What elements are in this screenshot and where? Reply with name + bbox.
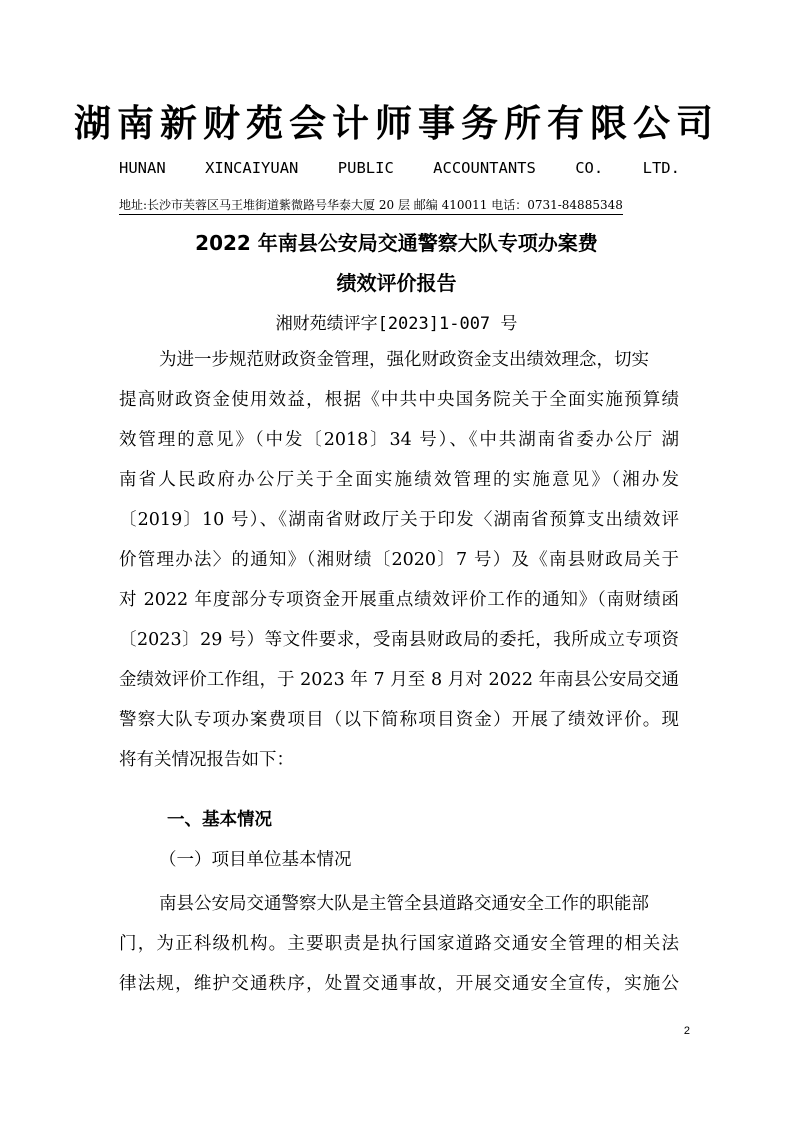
firm-name-en-word: LTD. — [642, 159, 680, 177]
paragraph-line: 律法规，维护交通秩序，处置交通事故，开展交通安全宣传，实施公 — [119, 974, 679, 994]
firm-name-cn: 湖南新财苑会计师事务所有限公司 — [74, 102, 719, 145]
firm-name-en-word: ACCOUNTANTS — [433, 159, 536, 177]
paragraph-line: 〔2019〕10 号）、《湖南省财政厅关于印发〈湖南省预算支出绩效评 — [119, 510, 679, 530]
page-number: 2 — [683, 1025, 690, 1037]
paragraph-line: 〔2023〕29 号）等文件要求，受南县财政局的委托，我所成立专项资 — [119, 630, 679, 650]
paragraph-line: 金绩效评价工作组，于 2023 年 7 月至 8 月对 2022 年南县公安局交通 — [119, 670, 679, 690]
paragraph-line: 南省人民政府办公厅关于全面实施绩效管理的实施意见》（湘办发 — [119, 470, 679, 490]
paragraph-line: 警察大队专项办案费项目（以下简称项目资金）开展了绩效评价。现 — [119, 710, 679, 730]
document-number: 湘财苑绩评字[2023]1-007 号 — [275, 314, 518, 334]
firm-name-en-word: HUNAN — [119, 159, 166, 177]
subsection-heading: （一）项目单位基本情况 — [159, 850, 352, 870]
paragraph-line: 价管理办法〉的通知》（湘财绩〔2020〕7 号）及《南县财政局关于 — [119, 550, 679, 570]
paragraph-line: 对 2022 年度部分专项资金开展重点绩效评价工作的通知》（南财绩函 — [119, 590, 679, 610]
section-heading: 一、基本情况 — [167, 810, 272, 830]
firm-name-en-word: CO. — [575, 159, 604, 177]
paragraph-line: 将有关情况报告如下： — [119, 750, 294, 770]
report-title-line-2: 绩效评价报告 — [336, 271, 457, 295]
firm-name-en — [119, 157, 680, 179]
paragraph-line: 提高财政资金使用效益，根据《中共中央国务院关于全面实施预算绩 — [119, 390, 679, 410]
paragraph-line: 为进一步规范财政资金管理，强化财政资金支出绩效理念，切实 — [159, 350, 649, 370]
firm-name-en-word: XINCAIYUAN — [205, 159, 299, 177]
firm-address: 地址:长沙市芙蓉区马王堆街道紫微路号华泰大厦 20 层 邮编 410011 电话：0731-84885348 — [119, 196, 623, 215]
paragraph-line: 效管理的意见》（中发〔2018〕34 号）、《中共湖南省委办公厅 湖 — [119, 430, 679, 450]
report-title-line-1: 2022 年南县公安局交通警察大队专项办案费 — [195, 231, 598, 255]
paragraph-line: 南县公安局交通警察大队是主管全县道路交通安全工作的职能部 — [159, 894, 649, 914]
firm-name-en-word: PUBLIC — [337, 159, 394, 177]
paragraph-line: 门，为正科级机构。主要职责是执行国家道路交通安全管理的相关法 — [119, 934, 679, 954]
